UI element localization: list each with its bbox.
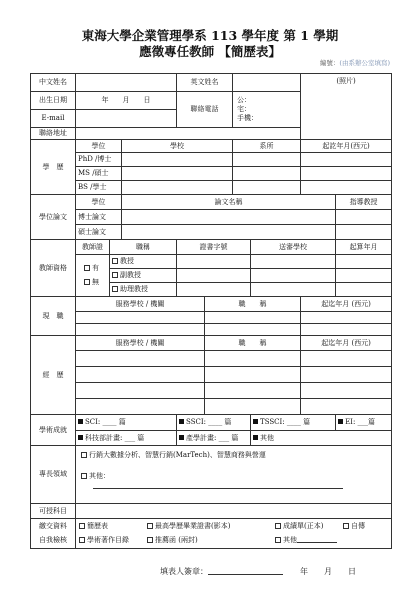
achievement-other[interactable] xyxy=(251,431,392,446)
education-header-degree: 學位 xyxy=(76,140,122,153)
achievement-sci[interactable] xyxy=(76,415,177,431)
qualification-header-certificate: 教師證 xyxy=(76,240,110,255)
form-number-hint: (由系辦公室填寫) xyxy=(339,59,390,67)
rank-assistant-label: 助理教授 xyxy=(120,285,148,294)
thesis-row-doctoral: 博士論文 xyxy=(76,210,122,225)
start-date-field[interactable] xyxy=(336,255,392,269)
current-job-org-field[interactable] xyxy=(76,312,205,324)
education-row-phd: PhD /博士 xyxy=(76,153,122,167)
doc-other-option[interactable] xyxy=(275,536,337,544)
documents-label xyxy=(31,519,76,549)
doc-recommendation-option[interactable] xyxy=(147,534,275,547)
review-school-field[interactable] xyxy=(251,269,336,283)
documents-checklist xyxy=(76,519,392,549)
subjects-label: 可授科目 xyxy=(31,504,76,519)
experience-period-field[interactable] xyxy=(301,367,392,383)
thesis-advisor-field[interactable] xyxy=(336,225,392,240)
doc-autobiography-option[interactable] xyxy=(343,522,365,530)
achievement-ssci[interactable] xyxy=(177,415,251,431)
experience-title-field[interactable] xyxy=(205,399,301,415)
doc-publications-label: 學術著作目錄 xyxy=(87,535,129,544)
doc-recommendation-label: 推薦函 (兩封) xyxy=(155,535,198,544)
checkbox-icon[interactable] xyxy=(275,537,281,543)
certificate-options xyxy=(76,255,110,297)
education-row-bs: BS /學士 xyxy=(76,181,122,195)
qualification-header-start: 起算年月 xyxy=(336,240,392,255)
achievement-sci-text: SCI: ____ 篇 xyxy=(85,418,126,427)
thesis-label: 學位論文 xyxy=(31,195,76,240)
experience-header-title: 職 稱 xyxy=(205,336,301,351)
education-row-ms: MS /碩士 xyxy=(76,167,122,181)
expertise-option-other-label: 其他： xyxy=(89,472,110,481)
current-job-period-field[interactable] xyxy=(301,312,392,324)
experience-org-field[interactable] xyxy=(76,399,205,415)
subjects-field[interactable] xyxy=(76,504,392,519)
qualification-header-school: 送審學校 xyxy=(251,240,336,255)
thesis-title-field[interactable] xyxy=(122,210,336,225)
achievement-tssci[interactable] xyxy=(251,415,336,431)
achievement-other-text: 其他 xyxy=(260,433,275,442)
doc-transcript-label: 成績單(正本) xyxy=(283,522,324,531)
checkbox-icon[interactable] xyxy=(81,473,87,479)
checkbox-icon[interactable] xyxy=(112,286,118,292)
documents-row-1 xyxy=(79,520,389,533)
experience-org-field[interactable] xyxy=(76,367,205,383)
start-date-field[interactable] xyxy=(336,269,392,283)
phone-label: 聯絡電話 xyxy=(177,92,233,128)
form-title: 東海大學企業管理學系 113 學年度 第 1 學期 xyxy=(81,28,339,43)
expertise-options xyxy=(76,446,392,504)
photo-box[interactable] xyxy=(301,74,392,140)
expertise-option-martech-label: 行銷大數據分析、智慧行銷(MarTech)、智慧商務與營運 xyxy=(89,451,266,459)
checkbox-icon[interactable] xyxy=(275,523,281,529)
checkbox-icon[interactable] xyxy=(147,537,153,543)
bullet-square-icon xyxy=(179,435,184,440)
thesis-advisor-field[interactable] xyxy=(336,210,392,225)
birth-date-label: 出生日期 xyxy=(31,92,76,110)
bullet-square-icon xyxy=(78,435,83,440)
bullet-square-icon xyxy=(253,435,258,440)
chinese-name-label: 中文姓名 xyxy=(31,74,76,92)
experience-period-field[interactable] xyxy=(301,399,392,415)
address-field[interactable] xyxy=(76,128,301,140)
phone-fields[interactable] xyxy=(233,92,301,128)
email-field[interactable] xyxy=(76,110,177,128)
rank-professor-option[interactable] xyxy=(110,255,177,269)
education-period-field[interactable] xyxy=(301,167,392,181)
achievement-nstc[interactable] xyxy=(76,431,177,446)
checkbox-icon[interactable] xyxy=(84,279,90,285)
bullet-square-icon xyxy=(78,419,83,424)
experience-period-field[interactable] xyxy=(301,351,392,367)
education-header-school: 學校 xyxy=(122,140,233,153)
doc-other-label: 其他 xyxy=(283,535,297,544)
doc-autobiography-label: 自傳 xyxy=(351,522,365,531)
rank-professor-label: 教授 xyxy=(120,257,134,266)
doc-resume-option[interactable] xyxy=(79,520,147,533)
address-label: 聯絡地址 xyxy=(31,128,76,140)
checkbox-icon[interactable] xyxy=(343,523,349,529)
cert-number-field[interactable] xyxy=(177,283,251,297)
experience-title-field[interactable] xyxy=(205,367,301,383)
bullet-square-icon xyxy=(338,419,343,424)
bullet-square-icon xyxy=(179,419,184,424)
documents-label-line1: 繳交資料 xyxy=(39,522,67,531)
english-name-field[interactable] xyxy=(233,74,301,92)
cert-number-field[interactable] xyxy=(177,269,251,283)
documents-row-2 xyxy=(79,534,389,547)
thesis-title-field[interactable] xyxy=(122,225,336,240)
experience-title-field[interactable] xyxy=(205,351,301,367)
experience-label: 經 歷 xyxy=(31,336,76,415)
signature-date: 年 月 日 xyxy=(300,567,356,576)
documents-label-line2: 自我檢核 xyxy=(39,535,67,544)
thesis-header-degree: 學位 xyxy=(76,195,122,210)
thesis-header-advisor: 指導教授 xyxy=(336,195,392,210)
education-period-field[interactable] xyxy=(301,153,392,167)
achievement-nstc-text: 科技部計畫: ___ 篇 xyxy=(85,433,145,442)
education-school-field[interactable] xyxy=(122,181,233,195)
current-job-header-org: 服務學校 / 機關 xyxy=(76,297,205,312)
education-school-field[interactable] xyxy=(122,153,233,167)
form-subtitle: 應徵專任教師 【簡歷表】 xyxy=(139,44,281,59)
checkbox-icon[interactable] xyxy=(112,258,118,264)
current-job-label: 現 職 xyxy=(31,297,76,336)
experience-title-field[interactable] xyxy=(205,383,301,399)
education-label: 學 歷 xyxy=(31,140,76,195)
current-job-title-field[interactable] xyxy=(205,312,301,324)
experience-period-field[interactable] xyxy=(301,383,392,399)
checkbox-icon[interactable] xyxy=(147,523,153,529)
bullet-square-icon xyxy=(253,419,258,424)
achievements-label: 學術成就 xyxy=(31,415,76,446)
achievement-tssci-text: TSSCI: ____ 篇 xyxy=(260,418,311,427)
doc-publications-option[interactable] xyxy=(79,534,147,547)
expertise-other-line[interactable] xyxy=(93,484,343,489)
current-job-org-field[interactable] xyxy=(76,324,205,336)
qualification-header-cert-number: 證書字號 xyxy=(177,240,251,255)
education-period-field[interactable] xyxy=(301,181,392,195)
phone-office: 公： xyxy=(237,95,252,104)
experience-org-field[interactable] xyxy=(76,351,205,367)
expertise-label: 專長領域 xyxy=(31,446,76,504)
current-job-header-period: 起迄年月 (西元) xyxy=(301,297,392,312)
achievement-ei[interactable] xyxy=(336,415,392,431)
chinese-name-field[interactable] xyxy=(76,74,177,92)
rank-assistant-option[interactable] xyxy=(110,283,177,297)
education-department-field[interactable] xyxy=(233,167,301,181)
doc-diploma-label: 最高學歷畢業證書(影本) xyxy=(155,522,231,531)
signature-area xyxy=(160,566,283,577)
education-header-department: 系所 xyxy=(233,140,301,153)
resume-form-table xyxy=(30,73,392,549)
doc-transcript-option[interactable] xyxy=(275,520,343,533)
checkbox-icon[interactable] xyxy=(112,272,118,278)
checkbox-icon[interactable] xyxy=(84,265,90,271)
doc-diploma-option[interactable] xyxy=(147,520,275,533)
qualification-header-title: 職稱 xyxy=(110,240,177,255)
current-job-header-title: 職 稱 xyxy=(205,297,301,312)
certificate-none-option[interactable] xyxy=(84,276,107,289)
achievement-industry[interactable] xyxy=(177,431,251,446)
phone-home: 宅： xyxy=(237,104,252,113)
review-school-field[interactable] xyxy=(251,283,336,297)
expertise-option-other[interactable] xyxy=(81,471,387,482)
signature-label: 填表人簽章： xyxy=(160,567,208,576)
current-job-period-field[interactable] xyxy=(301,324,392,336)
signature-line[interactable] xyxy=(208,574,283,575)
achievement-ei-text: EI: ___篇 xyxy=(345,418,376,427)
education-department-field[interactable] xyxy=(233,153,301,167)
thesis-row-masters: 碩士論文 xyxy=(76,225,122,240)
rank-associate-label: 副教授 xyxy=(120,271,141,280)
checkbox-icon[interactable] xyxy=(81,452,87,458)
doc-resume-label: 簡歷表 xyxy=(87,522,108,531)
qualification-label: 教師資格 xyxy=(31,240,76,297)
phone-mobile: 手機： xyxy=(237,114,259,123)
education-department-field[interactable] xyxy=(233,181,301,195)
rank-associate-option[interactable] xyxy=(110,269,177,283)
experience-org-field[interactable] xyxy=(76,383,205,399)
certificate-have-label: 有 xyxy=(92,264,99,273)
current-job-title-field[interactable] xyxy=(205,324,301,336)
education-header-period: 起訖年月(西元) xyxy=(301,140,392,153)
education-school-field[interactable] xyxy=(122,167,233,181)
english-name-label: 英文姓名 xyxy=(177,74,233,92)
birth-date-field[interactable]: 年 月 日 xyxy=(76,92,177,110)
photo-label: (照片) xyxy=(336,77,356,85)
checkbox-icon[interactable] xyxy=(79,523,85,529)
achievement-ssci-text: SSCI: ____ 篇 xyxy=(186,418,232,427)
thesis-header-title: 論文名稱 xyxy=(122,195,336,210)
experience-header-period: 起迄年月 (西元) xyxy=(301,336,392,351)
form-number xyxy=(320,58,390,67)
start-date-field[interactable] xyxy=(336,283,392,297)
achievement-industry-text: 產學計畫: ___ 篇 xyxy=(186,433,239,442)
form-number-label: 編號： xyxy=(319,59,340,67)
certificate-have-option[interactable] xyxy=(84,262,107,275)
experience-header-org: 服務學校 / 機關 xyxy=(76,336,205,351)
review-school-field[interactable] xyxy=(251,255,336,269)
email-label: E-mail xyxy=(31,110,76,128)
checkbox-icon[interactable] xyxy=(79,537,85,543)
expertise-option-martech[interactable] xyxy=(81,450,387,461)
certificate-none-label: 無 xyxy=(92,277,99,286)
cert-number-field[interactable] xyxy=(177,255,251,269)
doc-other-line[interactable] xyxy=(297,542,337,543)
